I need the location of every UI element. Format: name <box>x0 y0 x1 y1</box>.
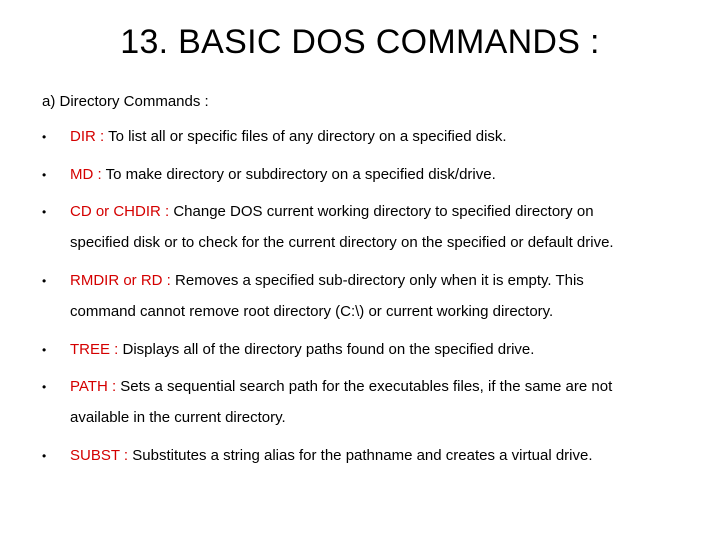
bullet-icon: • <box>42 449 47 463</box>
item-text <box>70 371 690 433</box>
item-description-continued: available in the current directory. <box>70 409 286 426</box>
item-description-continued: specified disk or to check for the current directory on the specified or default drive. <box>70 234 614 251</box>
command-term: TREE : <box>70 341 119 358</box>
command-term: SUBST : <box>70 447 129 464</box>
bullet-icon: • <box>42 130 47 144</box>
bullet-icon: • <box>42 205 47 219</box>
command-term: PATH : <box>70 378 117 395</box>
bullet-icon: • <box>42 343 47 357</box>
item-text <box>70 121 690 152</box>
item-text <box>70 440 690 471</box>
bullet-icon: • <box>42 168 47 182</box>
item-description: Substitutes a string alias for the pathname and creates a virtual drive. <box>132 447 593 464</box>
command-term: CD or CHDIR : <box>70 203 170 220</box>
item-description: Sets a sequential search path for the executables files, if the same are not <box>120 378 613 395</box>
item-description: Displays all of the directory paths found on the specified drive. <box>122 341 535 358</box>
command-term: RMDIR or RD : <box>70 272 171 289</box>
item-description: To make directory or subdirectory on a specified disk/drive. <box>105 166 496 183</box>
command-term: DIR : <box>70 128 105 145</box>
section-heading: a) Directory Commands : <box>42 93 209 110</box>
item-description-continued: command cannot remove root directory (C:\) or current working directory. <box>70 303 554 320</box>
bullet-icon: • <box>42 380 47 394</box>
page-title: 13. BASIC DOS COMMANDS : <box>120 23 600 61</box>
item-text <box>70 265 690 327</box>
item-description: Removes a specified sub-directory only when it is empty. This <box>175 272 584 289</box>
command-term: MD : <box>70 166 102 183</box>
item-text <box>70 159 690 190</box>
item-text <box>70 196 690 258</box>
item-description: Change DOS current working directory to specified directory on <box>173 203 594 220</box>
item-text <box>70 334 690 365</box>
item-description: To list all or specific files of any directory on a specified disk. <box>108 128 507 145</box>
bullet-icon: • <box>42 274 47 288</box>
